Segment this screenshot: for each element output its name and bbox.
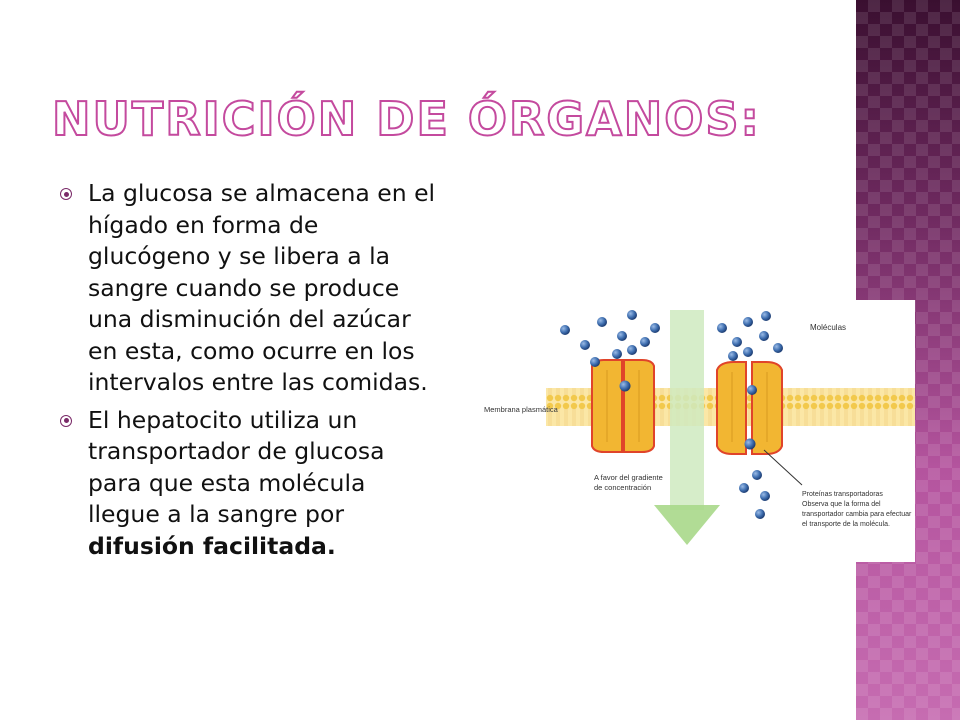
bullet-item	[58, 178, 510, 399]
bullet-line: transportador de glucosa	[88, 437, 385, 465]
label-gradient-line: de concentración	[594, 483, 652, 492]
label-proteins-line: el transporte de la molécula.	[802, 521, 890, 528]
bullet-line: glucógeno y se libera a la	[88, 242, 391, 270]
bullet-line: para que esta molécula	[88, 468, 366, 497]
label-molecules: Moléculas	[810, 323, 847, 332]
bullet-line: hígado en forma de	[88, 210, 319, 239]
bullet-line: El hepatocito utiliza un	[88, 405, 358, 434]
bullet-list	[58, 178, 510, 568]
membrane-transport-diagram	[482, 300, 915, 562]
diagram-svg	[482, 300, 915, 562]
concentration-gradient-arrow	[654, 310, 720, 545]
transport-protein-left	[592, 360, 654, 452]
bullet-icon	[60, 188, 72, 200]
bullet-line: La glucosa se almacena en el	[88, 179, 436, 207]
bullet-line: sangre cuando se produce	[88, 273, 400, 302]
label-proteins-line: Proteínas transportadoras	[802, 491, 883, 498]
bullet-line: en esta, como ocurre en los	[88, 336, 415, 365]
leader-line	[764, 450, 802, 485]
label-proteins-line: transportador cambia para efectuar	[802, 511, 912, 518]
bullet-icon	[60, 415, 72, 427]
bullet-line: llegue a la sangre por	[88, 500, 345, 528]
bullet-line: intervalos entre las comidas.	[88, 368, 428, 396]
label-gradient-line: A favor del gradiente	[594, 473, 663, 482]
bullet-line-bold: difusión facilitada.	[88, 531, 336, 560]
bullet-line: una disminución del azúcar	[88, 305, 411, 333]
label-proteins-line: Observa que la forma del	[802, 501, 881, 508]
slide-title: NUTRICIÓN DE ÓRGANOS:	[52, 92, 761, 146]
label-membrane: Membrana plasmática	[484, 405, 558, 414]
bullet-item	[58, 405, 510, 563]
